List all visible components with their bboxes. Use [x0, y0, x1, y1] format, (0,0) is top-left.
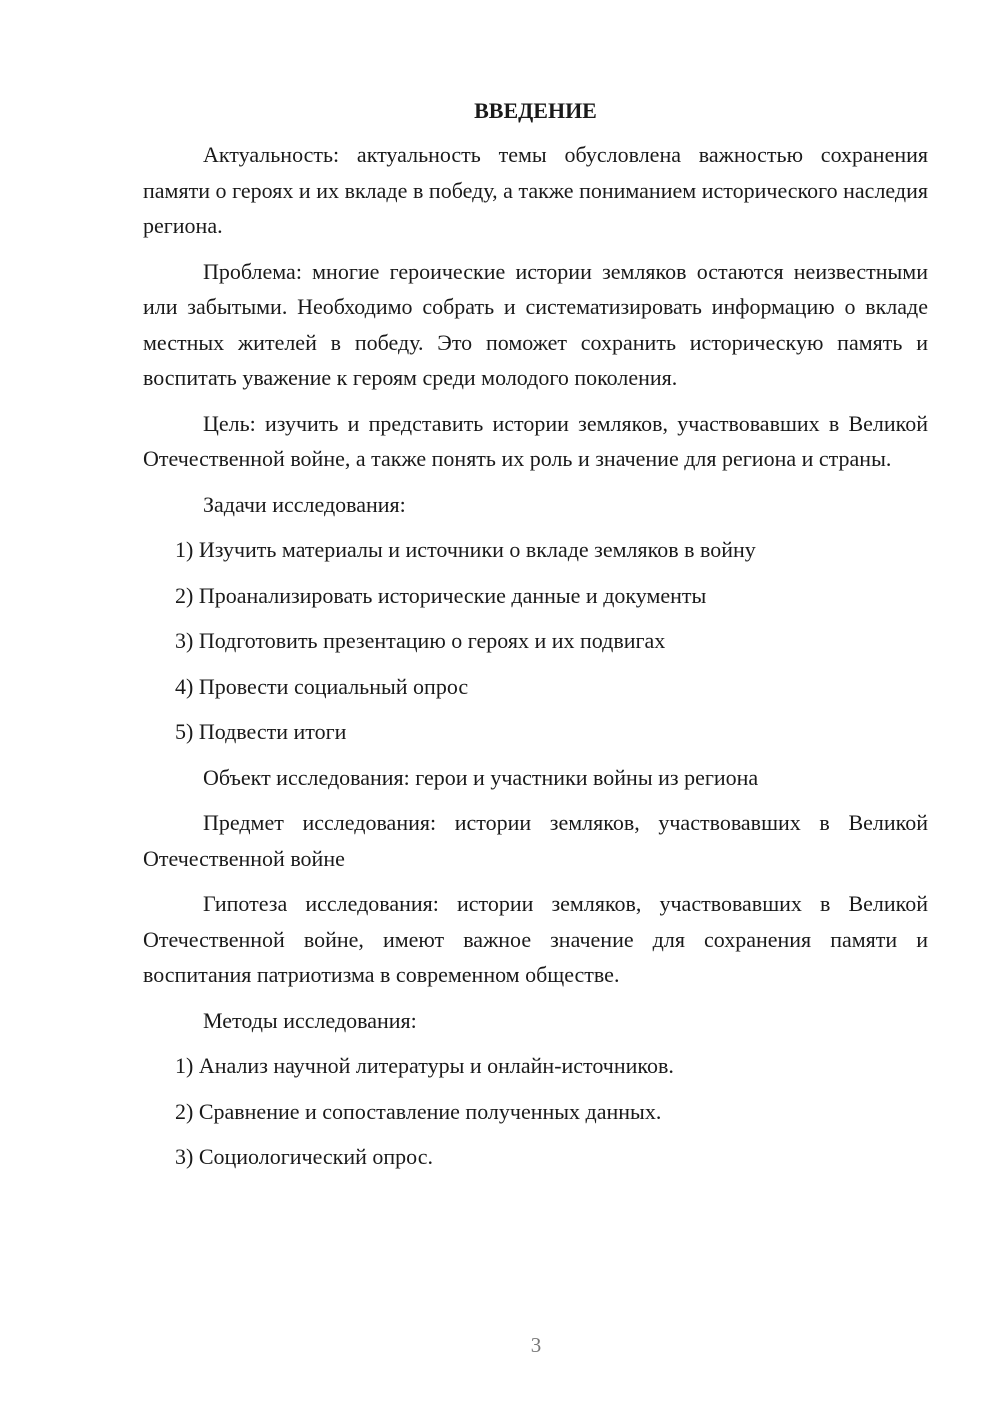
object-paragraph: Объект исследования: герои и участники войны из региона — [203, 764, 759, 790]
problem-paragraph: Проблема: многие героические истории земляков остаются неизвестными или забытыми. Необходимо собрать и систематизировать информацию о вкладе местных жителей в победу. Это поможет сохранить историческую память и воспитать уважение к героям среди молодого поколения. — [143, 258, 928, 390]
task-item: 5) Подвести итоги — [175, 719, 347, 744]
tasks-list — [143, 532, 928, 750]
page-number: 3 — [530, 1333, 542, 1357]
methods-heading: Методы исследования: — [203, 1007, 417, 1033]
task-item: 4) Провести социальный опрос — [175, 673, 469, 699]
section-title: ВВЕДЕНИЕ — [474, 98, 597, 123]
subject-paragraph: Предмет исследования: истории земляков, участвовавших в Великой Отечественной войне — [143, 810, 928, 871]
method-item: 2) Сравнение и сопоставление полученных данных. — [175, 1098, 662, 1124]
task-item: 3) Подготовить презентацию о героях и их подвигах — [175, 628, 666, 653]
task-item: 1) Изучить материалы и источники о вкладе земляков в войну — [175, 537, 756, 562]
relevance-paragraph: Актуальность: актуальность темы обусловлена важностью сохранения памяти о героях и их вкладе в победу, а также пониманием исторического наследия региона. — [143, 142, 928, 238]
task-item: 2) Проанализировать исторические данные и документы — [175, 582, 707, 608]
tasks-heading: Задачи исследования: — [203, 491, 406, 517]
hypothesis-paragraph: Гипотеза исследования: истории земляков, участвовавших в Великой Отечественной войне, имеют важное значение для сохранения памяти и воспитания патриотизма в современном обществе. — [143, 891, 928, 987]
method-item: 3) Социологический опрос. — [175, 1144, 433, 1169]
document-page — [143, 95, 928, 1185]
goal-paragraph: Цель: изучить и представить истории земляков, участвовавших в Великой Отечественной войне, а также понять их роль и значение для региона и страны. — [143, 410, 928, 471]
methods-list — [143, 1048, 928, 1175]
method-item: 1) Анализ научной литературы и онлайн-источников. — [175, 1053, 674, 1078]
